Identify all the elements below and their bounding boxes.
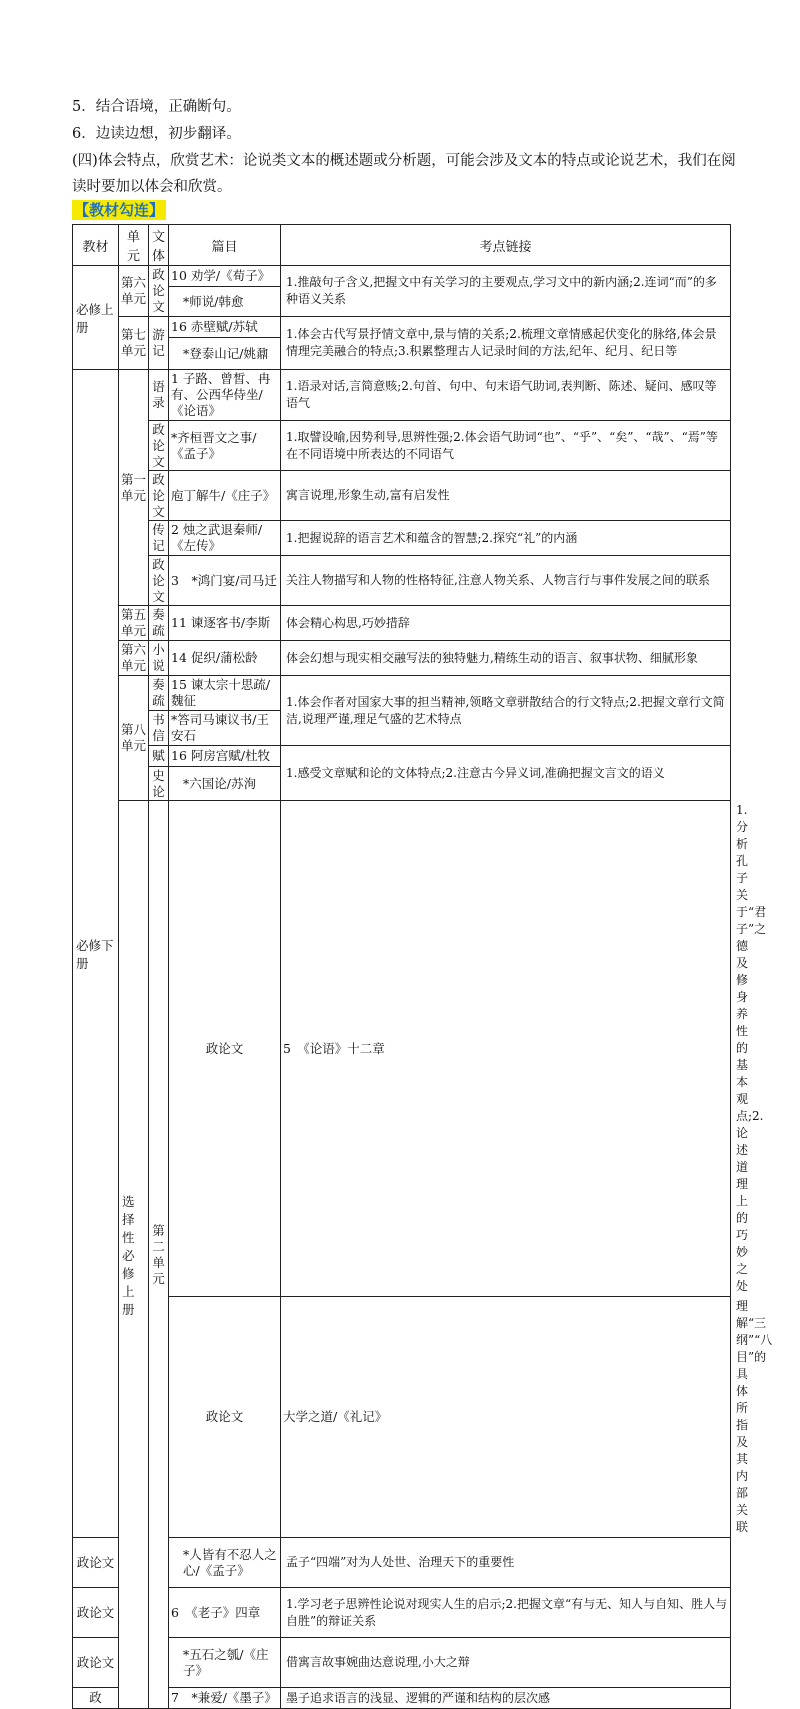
paragraph-step-6: 6．边读边想，初步翻译。 [72, 126, 241, 142]
key-points-cell: 1.取譬设喻,因势利导,思辨性强;2.体会语气助词“也”、“乎”、“矣”、“哉”、“焉”等在不同语境中所表达的不同语气 [281, 421, 731, 471]
genre-cell: 政论文 [169, 801, 281, 1297]
article-cell: *师说/韩愈 [169, 287, 281, 317]
table-row [73, 370, 731, 421]
key-points-cell: 1.学习老子思辨性论说对现实人生的启示;2.把握文章“有与无、知人与自知、胜人与自胜”的辩证关系 [281, 1588, 731, 1638]
genre-cell: 赋 [149, 746, 169, 767]
article-cell: *六国论/苏洵 [169, 767, 281, 801]
article-cell: 庖丁解牛/《庄子》 [169, 471, 281, 521]
genre-cell: 书信 [149, 711, 169, 746]
section-heading: 【教材勾连】 [74, 201, 165, 219]
table-row: 选择性必修上册 第二单元 政论文 5 《论语》十二章 1.分析孔子关于“君子”之德及修身养性的基本观点;2.论述道理上的巧妙之处 [73, 801, 731, 1297]
article-cell: 大学之道/《礼记》 [281, 1297, 731, 1538]
unit-cell: 第二单元 [149, 801, 169, 1709]
key-points-cell: 墨子追求语言的浅显、逻辑的严谨和结构的层次感 [281, 1688, 731, 1709]
header-article: 篇目 [169, 225, 281, 266]
unit-cell: 第一单元 [119, 370, 149, 606]
book-cell: 必修上册 [73, 266, 119, 370]
unit-cell: 第七单元 [119, 317, 149, 370]
article-cell: 14 促织/蒲松龄 [169, 641, 281, 676]
textbook-link-table [72, 224, 773, 1709]
table-row [73, 421, 731, 471]
key-points-cell: 体会幻想与现实相交融写法的独特魅力,精练生动的语言、叙事状物、细腻形象 [281, 641, 731, 676]
header-book: 教材 [73, 225, 119, 266]
article-cell: *登泰山记/姚鼐 [169, 338, 281, 370]
genre-cell: 传记 [149, 521, 169, 556]
table-row [73, 641, 731, 676]
genre-cell: 政论文 [73, 1588, 119, 1638]
table-row [73, 676, 731, 711]
article-cell: 7 *兼爱/《墨子》 [169, 1688, 281, 1709]
genre-cell: 政论文 [169, 1297, 281, 1538]
article-cell: 1 子路、曾皙、冉有、公西华侍坐/《论语》 [169, 370, 281, 421]
key-points-cell: 寓言说理,形象生动,富有启发性 [281, 471, 731, 521]
unit-cell: 第六单元 [119, 641, 149, 676]
table-row [73, 521, 731, 556]
genre-cell: 小说 [149, 641, 169, 676]
table-row [73, 1588, 731, 1638]
article-cell: 15 谏太宗十思疏/魏征 [169, 676, 281, 711]
book-cell: 选择性必修上册 [119, 801, 149, 1709]
key-points-cell: 1.推敲句子含义,把握文中有关学习的主要观点,学习文中的新内涵;2.连词“而”的多种语义关系 [281, 266, 731, 317]
article-cell: *五石之瓠/《庄子》 [169, 1638, 281, 1688]
table-row: 政论文 大学之道/《礼记》 理解“三纲”“八目”的具体所指及其内部关联 [73, 1297, 731, 1538]
table-row [73, 471, 731, 521]
key-points-cell: 1.体会古代写景抒情文章中,景与情的关系;2.梳理文章情感起伏变化的脉络,体会景情理完美融合的特点;3.积累整理古人记录时间的方法,纪年、纪月、纪日等 [281, 317, 731, 370]
genre-cell: 语录 [149, 370, 169, 421]
book-cell: 必修下册 [73, 370, 119, 1538]
genre-cell: 政论文 [149, 421, 169, 471]
key-points-cell: 1.语录对话,言简意赅;2.句首、句中、句末语气助词,表判断、陈述、疑问、感叹等语气 [281, 370, 731, 421]
genre-cell: 政论文 [149, 471, 169, 521]
article-cell: *人皆有不忍人之心/《孟子》 [169, 1538, 281, 1588]
table-row [73, 556, 731, 606]
key-points-cell: 关注人物描写和人物的性格特征,注意人物关系、人物言行与事件发展之间的联系 [281, 556, 731, 606]
table-header-row [73, 225, 731, 266]
header-unit: 单元 [119, 225, 149, 266]
unit-cell: 第五单元 [119, 606, 149, 641]
unit-cell: 第六单元 [119, 266, 149, 317]
table-row [73, 1638, 731, 1688]
article-cell: 3 *鸿门宴/司马迁 [169, 556, 281, 606]
key-points-cell: 体会精心构思,巧妙措辞 [281, 606, 731, 641]
article-cell: *齐桓晋文之事/《孟子》 [169, 421, 281, 471]
genre-cell: 游记 [149, 317, 169, 370]
table-row [73, 1538, 731, 1588]
article-cell: 6 《老子》四章 [169, 1588, 281, 1638]
article-cell: *答司马谏议书/王安石 [169, 711, 281, 746]
article-cell: 16 阿房宫赋/杜牧 [169, 746, 281, 767]
paragraph-step-5: 5．结合语境，正确断句。 [72, 99, 241, 115]
genre-cell: 奏疏 [149, 676, 169, 711]
genre-cell: 史论 [149, 767, 169, 801]
article-cell: 16 赤壁赋/苏轼 [169, 317, 281, 338]
table-row [73, 266, 731, 287]
key-points-cell: 1.把握说辞的语言艺术和蕴含的智慧;2.探究“礼”的内涵 [281, 521, 731, 556]
genre-cell: 政 [73, 1688, 119, 1709]
genre-cell: 政论文 [73, 1538, 119, 1588]
key-points-cell: 孟子“四端”对为人处世、治理天下的重要性 [281, 1538, 731, 1588]
genre-cell: 政论文 [149, 556, 169, 606]
article-cell: 10 劝学/《荀子》 [169, 266, 281, 287]
article-cell: 2 烛之武退秦师/《左传》 [169, 521, 281, 556]
table-row [73, 317, 731, 338]
article-cell: 11 谏逐客书/李斯 [169, 606, 281, 641]
key-points-cell: 借寓言故事婉曲达意说理,小大之辩 [281, 1638, 731, 1688]
paragraph-section-4: (四)体会特点，欣赏艺术：论说类文本的概述题或分析题，可能会涉及文本的特点或论说艺术，我们在阅读时要加以体会和欣赏。 [72, 153, 736, 195]
table-row [73, 746, 731, 767]
genre-cell: 政论文 [149, 266, 169, 317]
unit-cell: 第八单元 [119, 676, 149, 801]
table-row [73, 606, 731, 641]
key-points-cell: 1.体会作者对国家大事的担当精神,领略文章骈散结合的行文特点;2.把握文章行文简洁,说理严谨,理足气盛的艺术特点 [281, 676, 731, 746]
header-key-points: 考点链接 [281, 225, 731, 266]
genre-cell: 政论文 [73, 1638, 119, 1688]
table-row [73, 1688, 731, 1709]
key-points-cell: 1.感受文章赋和论的文体特点;2.注意古今异义词,准确把握文言文的语义 [281, 746, 731, 801]
article-cell: 5 《论语》十二章 [281, 801, 731, 1297]
header-genre: 文体 [149, 225, 169, 266]
genre-cell: 奏疏 [149, 606, 169, 641]
